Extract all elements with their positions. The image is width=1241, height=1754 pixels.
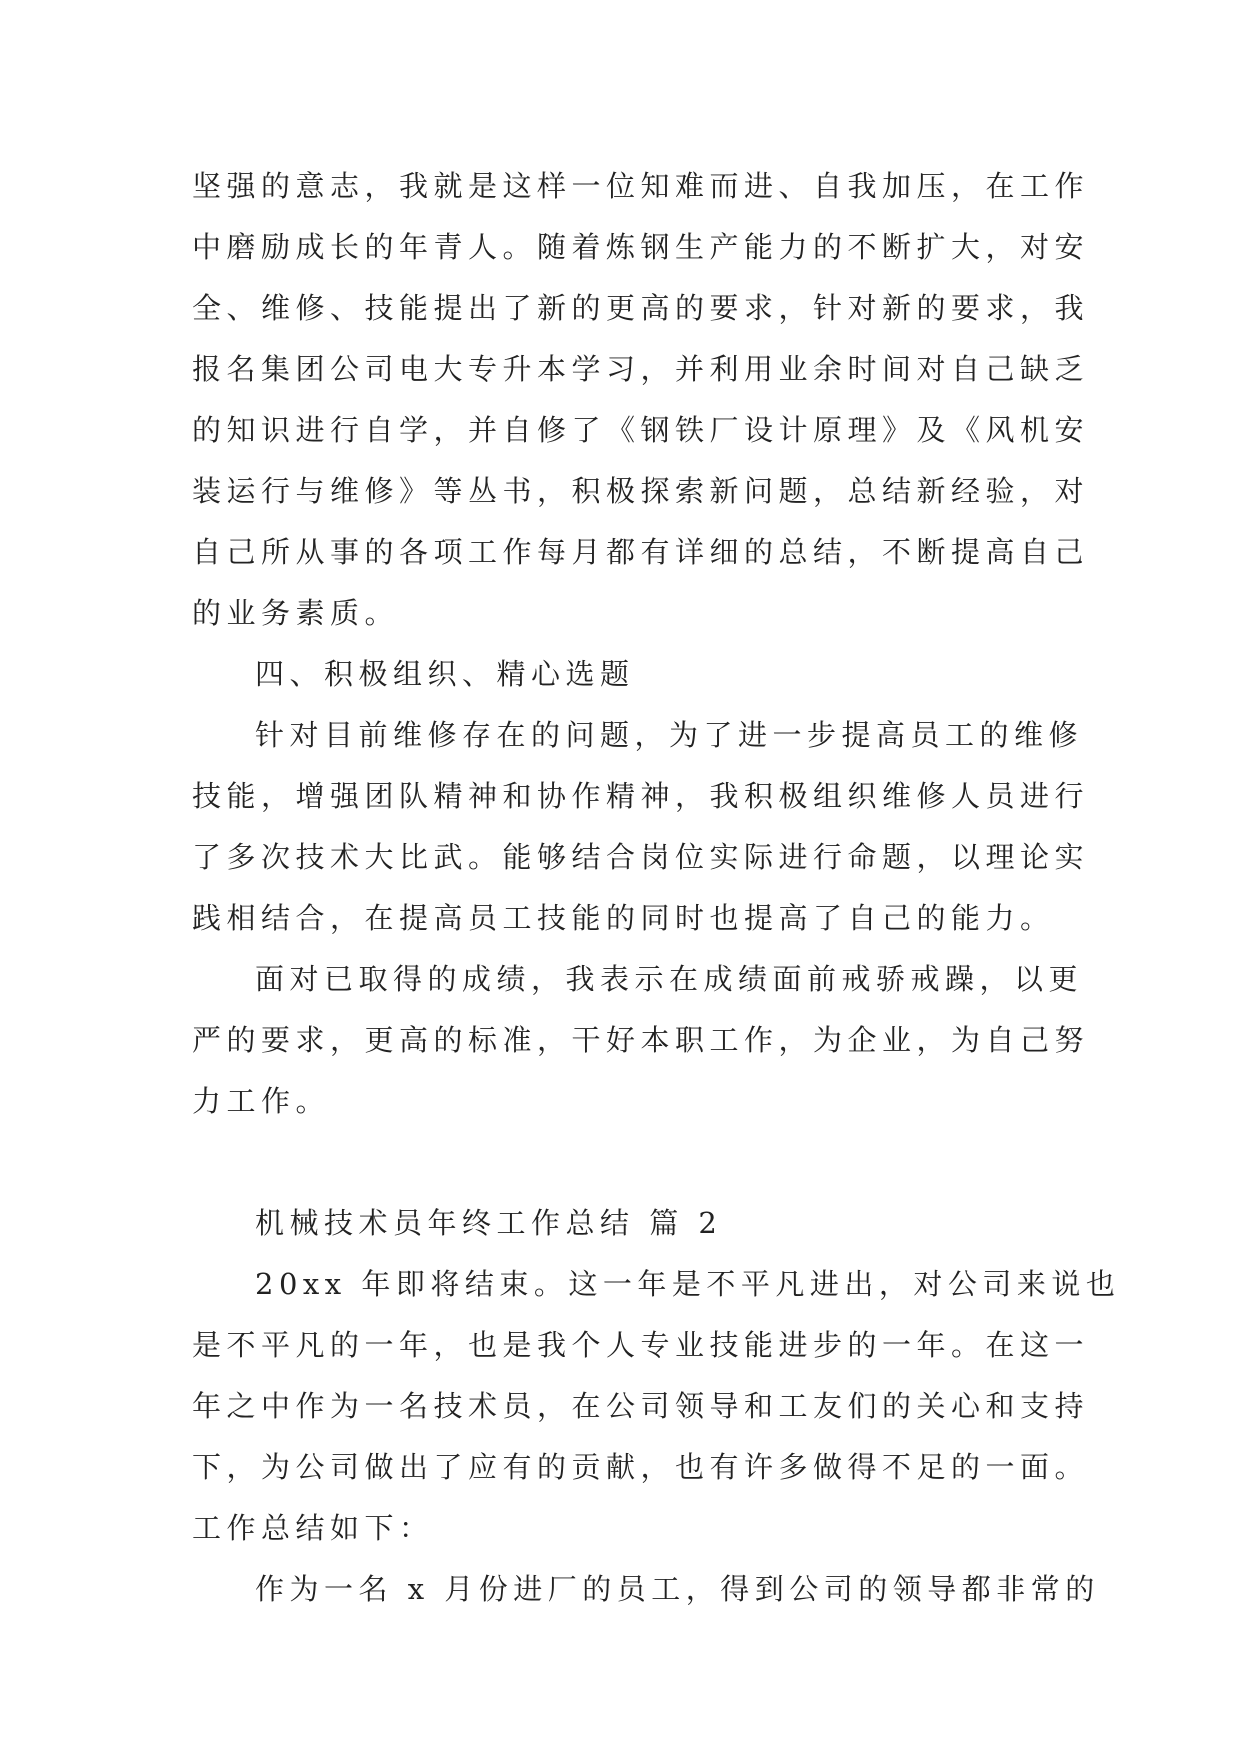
text-line: 20xx 年即将结束。这一年是不平凡进出，对公司来说也	[255, 1267, 1121, 1301]
text-line: 践相结合，在提高员工技能的同时也提高了自己的能力。	[192, 901, 1055, 935]
text-line: 中磨励成长的年青人。随着炼钢生产能力的不断扩大，对安	[192, 230, 1090, 264]
article-title: 机械技术员年终工作总结 篇 2	[255, 1206, 723, 1240]
text-line: 了多次技术大比武。能够结合岗位实际进行命题，以理论实	[192, 840, 1090, 874]
text-line: 作为一名 x 月份进厂的员工，得到公司的领导都非常的	[255, 1572, 1100, 1606]
paragraph-gap	[192, 1132, 1062, 1193]
text-line: 严的要求，更高的标准，干好本职工作，为企业，为自己努	[192, 1023, 1090, 1057]
text-line: 是不平凡的一年，也是我个人专业技能进步的一年。在这一	[192, 1328, 1090, 1362]
section-heading: 四、积极组织、精心选题	[255, 657, 635, 691]
text-line: 工作总结如下：	[192, 1511, 434, 1545]
text-line: 全、维修、技能提出了新的更高的要求，针对新的要求，我	[192, 291, 1090, 325]
text-line: 坚强的意志，我就是这样一位知难而进、自我加压，在工作	[192, 169, 1090, 203]
text-line: 力工作。	[192, 1084, 331, 1118]
text-line: 针对目前维修存在的问题，为了进一步提高员工的维修	[255, 718, 1084, 752]
text-line: 装运行与维修》等丛书，积极探索新问题，总结新经验，对	[192, 474, 1090, 508]
text-line: 年之中作为一名技术员，在公司领导和工友们的关心和支持	[192, 1389, 1090, 1423]
text-line: 技能，增强团队精神和协作精神，我积极组织维修人员进行	[192, 779, 1090, 813]
text-line: 面对已取得的成绩，我表示在成绩面前戒骄戒躁，以更	[255, 962, 1084, 996]
text-line: 的业务素质。	[192, 596, 400, 630]
document-body	[192, 156, 1121, 1620]
text-line: 下，为公司做出了应有的贡献，也有许多做得不足的一面。	[192, 1450, 1090, 1484]
text-line: 的知识进行自学，并自修了《钢铁厂设计原理》及《风机安	[192, 413, 1090, 447]
text-line: 报名集团公司电大专升本学习，并利用业余时间对自己缺乏	[192, 352, 1090, 386]
text-line: 自己所从事的各项工作每月都有详细的总结，不断提高自己	[192, 535, 1090, 569]
